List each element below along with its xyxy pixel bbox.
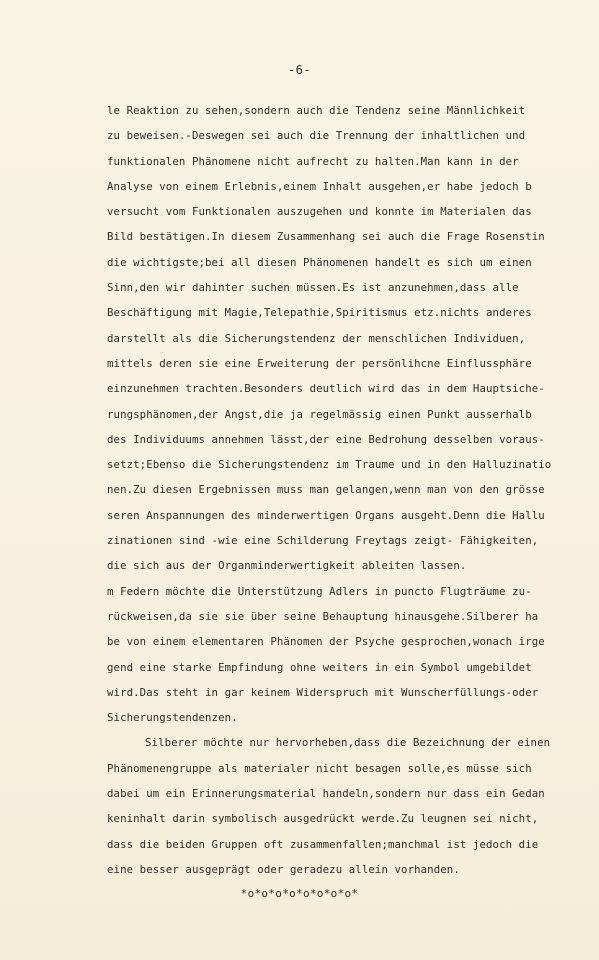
footer-ornament: *o*o*o*o*o*o*o*o* (240, 887, 359, 900)
text-line: gend eine starke Empfindung ohne weiters in ein Symbol umgebildet (107, 660, 532, 674)
text-line: Bild bestätigen.In diesem Zusammenhang sei auch die Frage Rosenstin (107, 230, 545, 244)
text-line: Analyse von einem Erlebnis,einem Inhalt ausgehen,er habe jedoch b (107, 179, 532, 193)
text-line: Phänomenengruppe als materialer nicht besagen solle,es müsse sich (107, 761, 532, 775)
text-line: rückweisen,da sie sie über seine Behauptung hinausgehe.Silberer ha (107, 609, 539, 623)
text-line: zu beweisen.-Deswegen sei auch die Trennung der inhaltlichen und (107, 129, 526, 143)
text-line: be von einem elementaren Phänomen der Psyche gesprochen,wonach irge (107, 635, 545, 649)
text-line: des Individuums annehmen lässt,der eine Bedrohung desselben voraus- (107, 432, 545, 446)
text-line: die sich aus der Organminderwertigkeit ableiten lassen. (107, 559, 467, 573)
text-line: zinationen sind -wie eine Schilderung Freytags zeigt- Fähigkeiten, (107, 534, 539, 548)
page-number: -6- (287, 63, 312, 77)
text-line: einzunehmen trachten.Besonders deutlich wird das in dem Hauptsiche- (107, 382, 545, 396)
text-line: versucht vom Funktionalen auszugehen und konnte im Materialen das (107, 205, 532, 219)
text-line: m Federn möchte die Unterstützung Adlers in puncto Flugträume zu- (107, 584, 532, 598)
text-line: le Reaktion zu sehen,sondern auch die Tendenz seine Männlichkeit (107, 104, 526, 117)
text-line: setzt;Ebenso die Sicherungstendenz im Traume und in den Halluzinatio (107, 458, 552, 472)
text-line: Sinn,den wir dahinter suchen müssen.Es ist anzunehmen,dass alle (107, 281, 519, 295)
text-line: Sicherungstendenzen. (107, 711, 238, 725)
text-line: mittels deren sie eine Erweiterung der persönlihcne Einflussphäre (107, 356, 532, 370)
text-line: die wichtigste;bei all diesen Phänomenen handelt es sich um einen (107, 255, 532, 269)
text-line: rungsphänomen,der Angst,die ja regelmässig einen Punkt ausserhalb (107, 407, 532, 421)
text-line: wird.Das steht in gar keinem Widerspruch mit Wunscherfüllungs-oder (107, 685, 539, 699)
text-line: Beschäftigung mit Magie,Telepathie,Spiritismus etz.nichts anderes (107, 306, 532, 320)
text-line: Silberer möchte nur hervorheben,dass die Bezeichnung der einen (145, 736, 551, 750)
text-line: eine besser ausgeprägt oder geradezu allein vorhanden. (107, 862, 460, 876)
text-line: seren Anspannungen des minderwertigen Organs ausgeht.Denn die Hallu (107, 508, 545, 522)
body-text (107, 98, 577, 882)
text-line: funktionalen Phänomene nicht aufrecht zu halten.Man kann in der (107, 154, 519, 168)
text-line: dass die beiden Gruppen oft zusammenfallen;manchmal ist jedoch die (107, 837, 539, 851)
text-line: dabei um ein Erinnerungsmaterial handeln,sondern nur dass ein Gedan (107, 787, 545, 801)
text-line: nen.Zu diesen Ergebnissen muss man gelangen,wenn man von den grösse (107, 483, 545, 497)
text-line: darstellt als die Sicherungstendenz der menschlichen Individuen, (107, 331, 526, 345)
text-line: keninhalt darin symbolisch ausgedrückt werde.Zu leugnen sei nicht, (107, 812, 539, 826)
